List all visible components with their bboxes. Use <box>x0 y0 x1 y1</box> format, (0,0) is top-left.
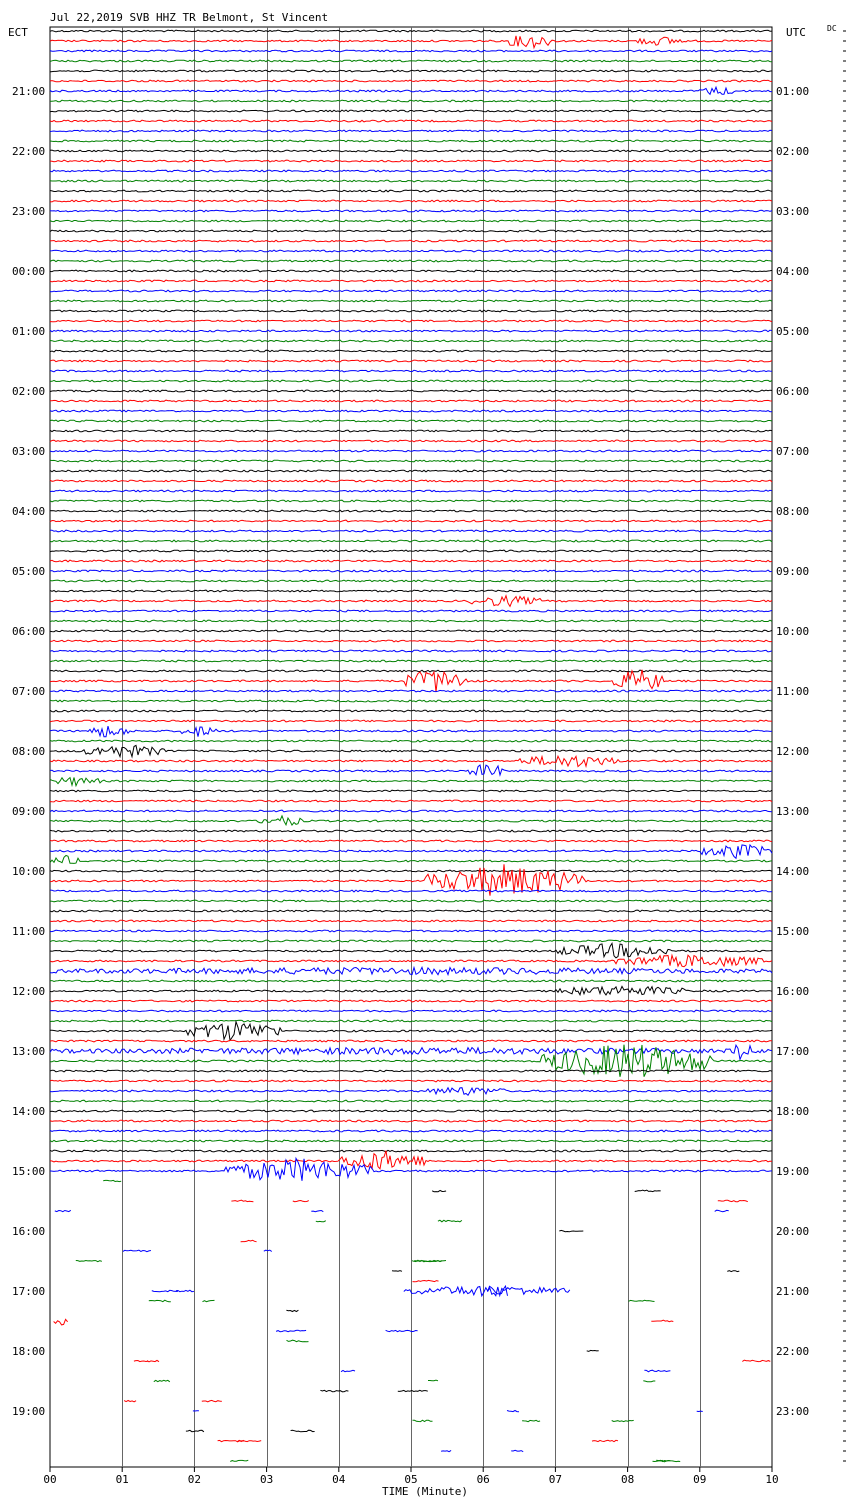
dc-label: DC <box>827 24 837 33</box>
right-hour-label: 13:00 <box>776 805 810 818</box>
right-hour-label: 07:00 <box>776 445 810 458</box>
left-hour-label: 21:00 <box>12 85 46 98</box>
seismic-trace-segment <box>203 1300 215 1301</box>
left-hour-label: 05:00 <box>12 565 46 578</box>
right-hour-label: 11:00 <box>776 685 810 698</box>
x-tick-label: 00 <box>43 1473 57 1486</box>
seismic-trace-segment <box>134 1361 148 1362</box>
seismic-trace-segment <box>507 1411 519 1412</box>
right-hour-label: 16:00 <box>776 985 810 998</box>
right-hour-label: 19:00 <box>776 1165 810 1178</box>
seismic-trace-segment <box>643 1381 655 1382</box>
seismic-trace-segment <box>55 1210 71 1211</box>
seismic-trace-segment <box>218 1440 244 1441</box>
seismic-trace-segment <box>293 1201 309 1202</box>
seismic-trace-segment <box>311 1211 323 1212</box>
right-timezone-label: UTC <box>786 26 806 39</box>
seismic-trace-segment <box>587 1350 599 1351</box>
minute-gridlines <box>50 27 772 1467</box>
left-hour-label: 11:00 <box>12 925 46 938</box>
right-hour-label: 18:00 <box>776 1105 810 1118</box>
seismic-trace-segment <box>152 1290 178 1291</box>
right-hour-label: 23:00 <box>776 1405 810 1418</box>
x-axis-ticks <box>43 1467 778 1486</box>
seismic-trace-segment <box>202 1400 222 1401</box>
seismic-trace-segment <box>441 1450 451 1451</box>
seismic-event-trace <box>404 1287 570 1296</box>
left-hour-label: 08:00 <box>12 745 46 758</box>
left-hour-labels <box>12 85 45 1418</box>
x-tick-label: 01 <box>115 1473 129 1486</box>
x-tick-label: 08 <box>620 1473 635 1486</box>
seismic-trace-segment <box>511 1450 523 1451</box>
right-hour-label: 17:00 <box>776 1045 810 1058</box>
seismic-trace-segment <box>398 1390 428 1391</box>
seismic-trace-segment <box>522 1420 540 1421</box>
left-hour-label: 00:00 <box>12 265 46 278</box>
seismic-trace-segment <box>428 1380 438 1381</box>
seismic-trace-segment <box>612 1420 634 1421</box>
seismic-trace-segment <box>727 1271 739 1272</box>
seismic-trace-segment <box>124 1401 136 1402</box>
seismic-trace-segment <box>76 1261 102 1262</box>
left-hour-label: 13:00 <box>12 1045 46 1058</box>
seismic-trace-segment <box>432 1190 446 1191</box>
left-hour-label: 02:00 <box>12 385 46 398</box>
right-hour-label: 14:00 <box>776 865 810 878</box>
chart-title: Jul 22,2019 SVB HHZ TR Belmont, St Vincent <box>50 11 329 24</box>
seismic-trace-segment <box>149 1300 171 1302</box>
seismic-trace-segment <box>176 1290 194 1292</box>
seismic-trace-segment <box>635 1190 661 1191</box>
x-tick-label: 03 <box>259 1473 274 1486</box>
left-hour-label: 12:00 <box>12 985 46 998</box>
seismic-trace-segment <box>392 1271 402 1272</box>
seismic-trace-segment <box>291 1430 315 1432</box>
x-tick-label: 05 <box>404 1473 418 1486</box>
right-hour-label: 05:00 <box>776 325 810 338</box>
left-hour-label: 10:00 <box>12 865 46 878</box>
seismic-trace-segment <box>653 1460 671 1461</box>
seismic-trace-segment <box>592 1440 618 1441</box>
seismic-trace-segment <box>629 1300 655 1301</box>
seismic-trace-segment <box>147 1360 159 1361</box>
left-timezone-label: ECT <box>8 26 28 39</box>
right-hour-label: 01:00 <box>776 85 810 98</box>
seismic-trace-segment <box>559 1230 583 1231</box>
left-hour-label: 06:00 <box>12 625 46 638</box>
left-hour-label: 19:00 <box>12 1405 46 1418</box>
right-hour-label: 02:00 <box>776 145 810 158</box>
right-hour-label: 03:00 <box>776 205 810 218</box>
left-hour-label: 07:00 <box>12 685 46 698</box>
left-hour-label: 14:00 <box>12 1105 46 1118</box>
left-hour-label: 17:00 <box>12 1285 46 1298</box>
seismic-trace-segment <box>287 1340 309 1342</box>
seismic-trace-segment <box>241 1240 257 1242</box>
right-hour-label: 21:00 <box>776 1285 810 1298</box>
left-hour-label: 22:00 <box>12 145 46 158</box>
left-hour-label: 09:00 <box>12 805 46 818</box>
seismic-trace <box>50 830 772 832</box>
seismic-trace-segment <box>276 1330 306 1332</box>
seismic-trace-segment <box>742 1360 770 1361</box>
seismic-trace-segment <box>413 1420 433 1421</box>
seismic-trace-segment <box>438 1220 462 1222</box>
dc-offset-markers <box>843 31 846 1461</box>
right-hour-label: 06:00 <box>776 385 810 398</box>
left-hour-label: 23:00 <box>12 205 46 218</box>
x-axis-label: TIME (Minute) <box>381 1485 469 1498</box>
right-hour-label: 08:00 <box>776 505 810 518</box>
seismic-trace-segment <box>413 1280 439 1281</box>
left-hour-label: 16:00 <box>12 1225 46 1238</box>
left-hour-label: 04:00 <box>12 505 46 518</box>
x-tick-label: 04 <box>332 1473 346 1486</box>
right-hour-label: 15:00 <box>776 925 810 938</box>
seismic-event-trace <box>54 1319 68 1325</box>
left-hour-label: 03:00 <box>12 445 46 458</box>
right-hour-label: 22:00 <box>776 1345 810 1358</box>
seismic-trace-segment <box>320 1390 348 1392</box>
seismic-trace <box>50 320 772 322</box>
seismic-trace-segment <box>154 1380 170 1382</box>
x-tick-label: 07 <box>548 1473 563 1486</box>
right-hour-label: 09:00 <box>776 565 810 578</box>
right-hour-labels <box>776 85 809 1418</box>
right-hour-label: 12:00 <box>776 745 810 758</box>
left-hour-label: 15:00 <box>12 1165 46 1178</box>
seismic-trace-segment <box>286 1310 298 1311</box>
x-tick-label: 09 <box>693 1473 707 1486</box>
seismic-trace <box>50 560 772 562</box>
x-tick-label: 10 <box>765 1473 779 1486</box>
left-hour-label: 18:00 <box>12 1345 46 1358</box>
seismic-trace-segment <box>231 1200 253 1202</box>
seismic-trace-segment <box>316 1221 326 1222</box>
seismic-trace-segment <box>341 1370 355 1371</box>
seismic-trace-segment <box>718 1200 748 1202</box>
seismic-trace-segment <box>651 1320 673 1322</box>
x-tick-label: 06 <box>476 1473 490 1486</box>
right-hour-label: 20:00 <box>776 1225 810 1238</box>
left-hour-label: 01:00 <box>12 325 46 338</box>
right-hour-label: 10:00 <box>776 625 810 638</box>
seismic-trace-segment <box>644 1370 670 1372</box>
seismic-trace-segment <box>103 1180 121 1181</box>
seismic-trace-segment <box>715 1210 729 1212</box>
seismic-trace-segment <box>230 1460 248 1461</box>
right-hour-label: 04:00 <box>776 265 810 278</box>
x-tick-label: 02 <box>187 1473 202 1486</box>
seismic-trace-segment <box>123 1250 151 1252</box>
seismic-trace-segment <box>386 1330 418 1331</box>
